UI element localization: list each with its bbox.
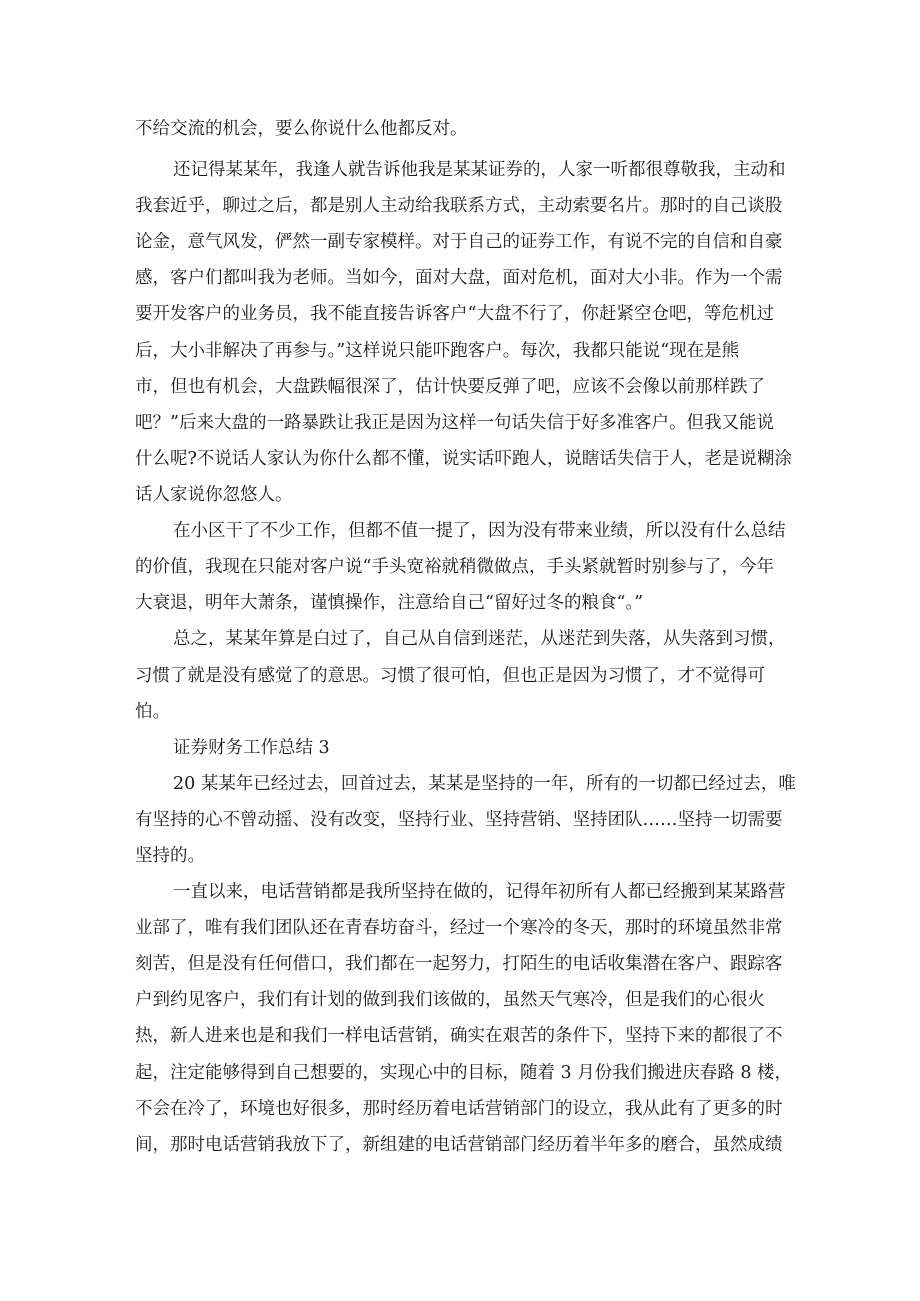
paragraph-line: 坚持的。 [135,846,205,866]
paragraph-line: 在小区干了不少工作，但都不值一提了，因为没有带来业绩，所以没有什么总结 [173,521,786,541]
paragraph-line: 热，新人进来也是和我们一样电话营销，确实在艰苦的条件下，坚持下来的都很了不 [135,1026,783,1046]
paragraph-line: 什么呢?不说话人家认为你什么都不懂，说实话吓跑人，说瞎话失信于人，老是说糊涂 [135,449,792,469]
paragraph-line: 刻苦，但是没有任何借口，我们都在一起努力，打陌生的电话收集潜在客户、跟踪客 [135,954,783,974]
paragraph-line: 后，大小非解决了再参与。”这样说只能吓跑客户。每次，我都只能说“现在是熊 [135,341,740,361]
section-heading: 证券财务工作总结 3 [173,738,330,758]
paragraph-line: 市，但也有机会，大盘跌幅很深了，估计快要反弹了吧，应该不会像以前那样跌了 [135,377,765,397]
paragraph-line: 有坚持的心不曾动摇、没有改变，坚持行业、坚持营销、坚持团队……坚持一切需要 [135,810,783,830]
paragraph-line: 我套近乎，聊过之后，都是别人主动给我联系方式，主动索要名片。那时的自己谈股 [135,196,783,216]
paragraph-line: 吧？”后来大盘的一路暴跌让我正是因为这样一句话失信于好多准客户。但我又能说 [135,413,774,433]
paragraph-line: 的价值，我现在只能对客户说“手头宽裕就稍微做点，手头紧就暂时别参与了，今年 [135,557,774,577]
paragraph-line: 习惯了就是没有感觉了的意思。习惯了很可怕，但也正是因为习惯了，才不觉得可 [135,666,765,686]
paragraph-line: 业部了，唯有我们团队还在青春坊奋斗，经过一个寒冷的冬天，那时的环境虽然非常 [135,918,783,938]
paragraph-line: 怕。 [135,702,170,722]
paragraph-line: 话人家说你忽悠人。 [135,485,293,505]
paragraph-line: 论金，意气风发，俨然一副专家模样。对于自己的证券工作，有说不完的自信和自豪 [135,232,783,252]
paragraph-line: 20 某某年已经过去，回首过去，某某是坚持的一年，所有的一切都已经过去，唯 [173,774,796,794]
paragraph-line: 不会在冷了，环境也好很多，那时经历着电话营销部门的设立，我从此有了更多的时 [135,1099,783,1119]
paragraph-line: 间，那时电话营销我放下了，新组建的电话营销部门经历着半年多的磨合，虽然成绩 [135,1135,783,1155]
paragraph-line: 起，注定能够得到自己想要的，实现心中的目标，随着 3 月份我们搬进庆春路 8 楼， [135,1063,793,1083]
paragraph-line: 大衰退，明年大萧条，谨慎操作，注意给自己“留好过冬的粮食“。” [135,593,644,613]
paragraph-line: 还记得某某年，我逢人就告诉他我是某某证券的，人家一听都很尊敬我，主动和 [173,160,786,180]
paragraph-line: 一直以来，电话营销都是我所坚持在做的，记得年初所有人都已经搬到某某路营 [173,882,786,902]
paragraph-line: 要开发客户的业务员，我不能直接告诉客户“大盘不行了，你赶紧空仓吧，等危机过 [135,304,774,324]
paragraph-line: 不给交流的机会，要么你说什么他都反对。 [135,119,468,139]
paragraph-line: 感，客户们都叫我为老师。当如今，面对大盘，面对危机，面对大小非。作为一个需 [135,268,783,288]
paragraph-line: 总之，某某年算是白过了，自己从自信到迷茫，从迷茫到失落，从失落到习惯， [173,629,786,649]
paragraph-line: 户到约见客户，我们有计划的做到我们该做的，虽然天气寒冷，但是我们的心很火 [135,990,765,1010]
